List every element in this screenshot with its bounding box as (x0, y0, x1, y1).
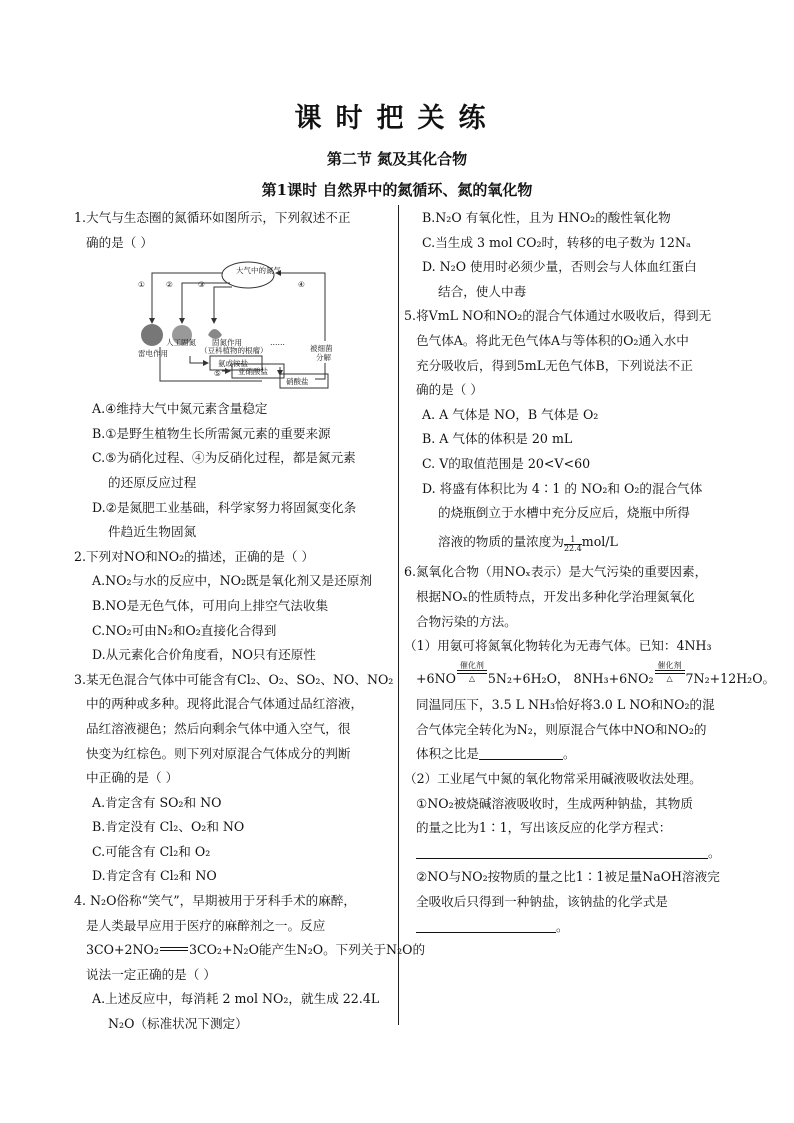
nitrogen-cycle-diagram (74, 261, 390, 389)
q5-stem: 5.将VmL NO和NO₂的混合气体通过水吸收后，得到无 (404, 308, 712, 324)
catalyst-arrow-2: 催化剂 △ (655, 661, 685, 683)
q5-option-b: B. A 气体的体积是 20 mL (422, 431, 573, 447)
arrow-3 (214, 287, 232, 323)
q4-stem-3 (74, 938, 426, 963)
column-divider (398, 205, 399, 1025)
q3-option-b: B.肯定没有 Cl₂、O₂和 NO (92, 819, 245, 835)
q6-stem-2: 根据NOₓ的性质特点，开发出多种化学治理氮氧化 (416, 588, 695, 604)
nitrite-label: 亚硝酸盐 (238, 367, 268, 377)
q1-option-b: B.①是野生植物生长所需氮元素的重要来源 (92, 425, 331, 441)
q5-option-c: C. V的取值范围是 20<V<60 (422, 455, 591, 471)
q4-stem: 4. N₂O俗称“笑气”，早期被用于牙科手术的麻醉， (74, 893, 356, 909)
question-4 (74, 889, 426, 1037)
q6-part1-d: 合气体完全转化为N₂，则原混合气体中NO和NO₂的 (416, 721, 707, 737)
q4-reactants: 3CO+2NO₂ (86, 942, 159, 958)
biological-label: 固氮作用 (212, 338, 242, 348)
q4-option-c: C.当生成 3 mol CO₂时，转移的电子数为 12Nₐ (422, 234, 691, 250)
marker-2: ② (166, 280, 173, 290)
cycle-svg (130, 261, 390, 389)
lightning-label: 雷电作用 (138, 349, 168, 359)
q4-stem-2: 是人类最早应用于医疗的麻醉剂之一。反应 (86, 917, 326, 933)
q6-part2-a2: 的量之比为1∶1，写出该反应的化学方程式： (416, 820, 672, 836)
marker-3: ③ (198, 280, 205, 290)
q6-stem: 6.氮氧化合物（用NOₓ表示）是大气污染的重要因素， (404, 564, 708, 580)
q6-part2-b2: 全吸收后只得到一种钠盐，该钠盐的化学式是 (416, 894, 668, 910)
bacteria-label: 被细菌 (310, 344, 333, 354)
q5-option-d-cont: 的烧瓶倒立于水槽中充分反应后，烧瓶中所得 (438, 505, 690, 521)
q1-option-d: D.②是氮肥工业基础，科学家努力将固氮变化条 (92, 499, 357, 515)
q2-option-a: A.NO₂与水的反应中，NO₂既是氧化剂又是还原剂 (92, 573, 372, 589)
section-title: 第二节 氮及其化合物 (326, 150, 468, 168)
q3-option-d: D.肯定含有 Cl₂和 NO (92, 868, 217, 884)
q4-option-d-cont: 结合，使人中毒 (438, 283, 527, 299)
q2-stem: 2.下列对NO和NO₂的描述，正确的是（ ） (74, 548, 315, 564)
q3-stem-3: 品红溶液褪色；然后向剩余气体中通入空气，很 (86, 720, 351, 736)
fraction: $\frac{1}{22.4}$ (563, 534, 582, 553)
right-column (404, 206, 776, 939)
q1-stem: 1.大气与生态圈的氮循环如图所示，下列叙述不正 (74, 210, 351, 225)
q4-option-d: D. N₂O 使用时必须少量，否则会与人体血红蛋白 (422, 259, 697, 275)
q6-part2-a1: ①NO₂被烧碱溶液吸收时，生成两种钠盐，其物质 (416, 795, 693, 811)
answer-blank-3[interactable] (416, 918, 556, 933)
q1-option-d-cont: 件趋近生物固氮 (108, 524, 197, 540)
q5-stem-4: 确的是（ ） (416, 382, 483, 398)
q3-stem-2: 中的两种或多种。现将此混合气体通过品红溶液， (86, 696, 364, 712)
arrow-to-ammonium (190, 356, 208, 363)
ammonium-label: 氨或铵盐 (218, 359, 248, 369)
biological-label-2: （豆科植物的根瘤） (200, 346, 268, 356)
arrow-2 (182, 283, 230, 323)
q1-option-a: A.④维持大气中氮元素含量稳定 (92, 401, 268, 417)
q4-option-a-cont: N₂O（标准状况下测定） (108, 1016, 248, 1032)
q4-option-a: A.上述反应中，每消耗 2 mol NO₂，就生成 22.4L (92, 991, 380, 1007)
q3-stem-5: 中正确的是（ ） (86, 770, 179, 786)
atmosphere-label: 大气中的氮气 (236, 266, 281, 276)
q1-option-c: C.⑤为硝化过程、④为反硝化过程，都是氮元素 (92, 450, 356, 466)
q5-option-d: D. 将盛有体积比为 4∶1 的 NO₂和 O₂的混合气体 (422, 480, 703, 496)
question-3 (74, 668, 394, 889)
q6-part2: （2）工业尾气中氮的氧化物常采用碱液吸收法处理。 (404, 771, 702, 787)
q5-option-a: A. A 气体是 NO，B 气体是 O₂ (422, 406, 599, 422)
answer-blank-2[interactable] (416, 844, 708, 859)
page-title: 课时把关练 (294, 103, 500, 134)
q5-option-d-cont2: 溶液的物质的量浓度为 $\frac{1}{22.4}$ mol/L (438, 533, 618, 553)
q1-option-c-cont: 的还原反应过程 (108, 474, 197, 490)
marker-5: ⑤ (214, 369, 221, 379)
q2-option-b: B.NO是无色气体，可用向上排空气法收集 (92, 597, 329, 613)
q3-option-a: A.肯定含有 SO₂和 NO (92, 794, 222, 810)
nitrate-label: 硝酸盐 (286, 377, 309, 387)
q4-products: 3CO₂+N₂O能产生N₂O。下列关于N₂O的 (188, 942, 426, 958)
q3-stem: 3.某无色混合气体中可能含有Cl₂、O₂、SO₂、NO、NO₂ (74, 671, 394, 687)
question-2 (74, 545, 390, 668)
arrow-1 (152, 273, 222, 323)
equals-sign (160, 947, 188, 951)
q6-part1: （1）用氨可将氮氧化物转化为无毒气体。已知：4NH₃ (404, 638, 712, 654)
question-1 (74, 206, 390, 545)
question-5 (404, 304, 726, 554)
q6-part2-b1: ②NO与NO₂按物质的量之比1∶1被足量NaOH溶液完 (416, 869, 720, 885)
catalyst-arrow-1: 催化剂 △ (457, 661, 487, 683)
q6-part1-equations: +6NO 催化剂 △ 5N₂+6H₂O， 8NH₃+6NO₂ 催化剂 △ 7N₂+12H₂O。 (416, 660, 776, 686)
q5-stem-2: 色气体A。将此无色气体A与等体积的O₂通入水中 (416, 332, 689, 348)
arrow-bacteria (315, 363, 325, 379)
ellipsis: …… (270, 338, 285, 348)
bacteria-label-2: 分解 (316, 353, 331, 363)
q6-stem-3: 合物污染的方法。 (416, 613, 517, 629)
q6-part2-b3: 。 (404, 915, 726, 940)
q6-part1-e: 体积之比是 。 (416, 746, 576, 762)
marker-4: ④ (298, 280, 305, 290)
q6-part1-c: 同温同压下，3.5 L NH₃恰好将3.0 L NO和NO₂的混 (416, 697, 715, 713)
q4-stem-4: 说法一定正确的是（ ） (86, 966, 216, 982)
q5-stem-3: 充分吸收后，得到5mL无色气体B，下列说法不正 (416, 357, 693, 373)
q6-part2-a3: 。 (404, 841, 726, 866)
question-6 (404, 560, 776, 939)
q4-option-b: B.N₂O 有氧化性，且为 HNO₂的酸性氧化物 (422, 210, 671, 225)
left-column (74, 206, 426, 1037)
marker-1: ① (138, 280, 145, 290)
artificial-label: 人工固氮 (166, 338, 196, 348)
lightning-icon (141, 324, 163, 346)
q2-option-c: C.NO₂可由N₂和O₂直接化合得到 (92, 622, 277, 638)
q1-stem-cont: 确的是（ ） (86, 234, 153, 250)
lesson-title: 第1课时 自然界中的氮循环、氮的氧化物 (261, 181, 533, 199)
q3-option-c: C.可能含有 Cl₂和 O₂ (92, 843, 211, 859)
q2-option-d: D.从元素化合价角度看，NO只有还原性 (92, 647, 316, 663)
answer-blank-1[interactable] (479, 745, 563, 760)
q3-stem-4: 快变为红棕色。则下列对原混合气体成分的判断 (86, 745, 351, 761)
